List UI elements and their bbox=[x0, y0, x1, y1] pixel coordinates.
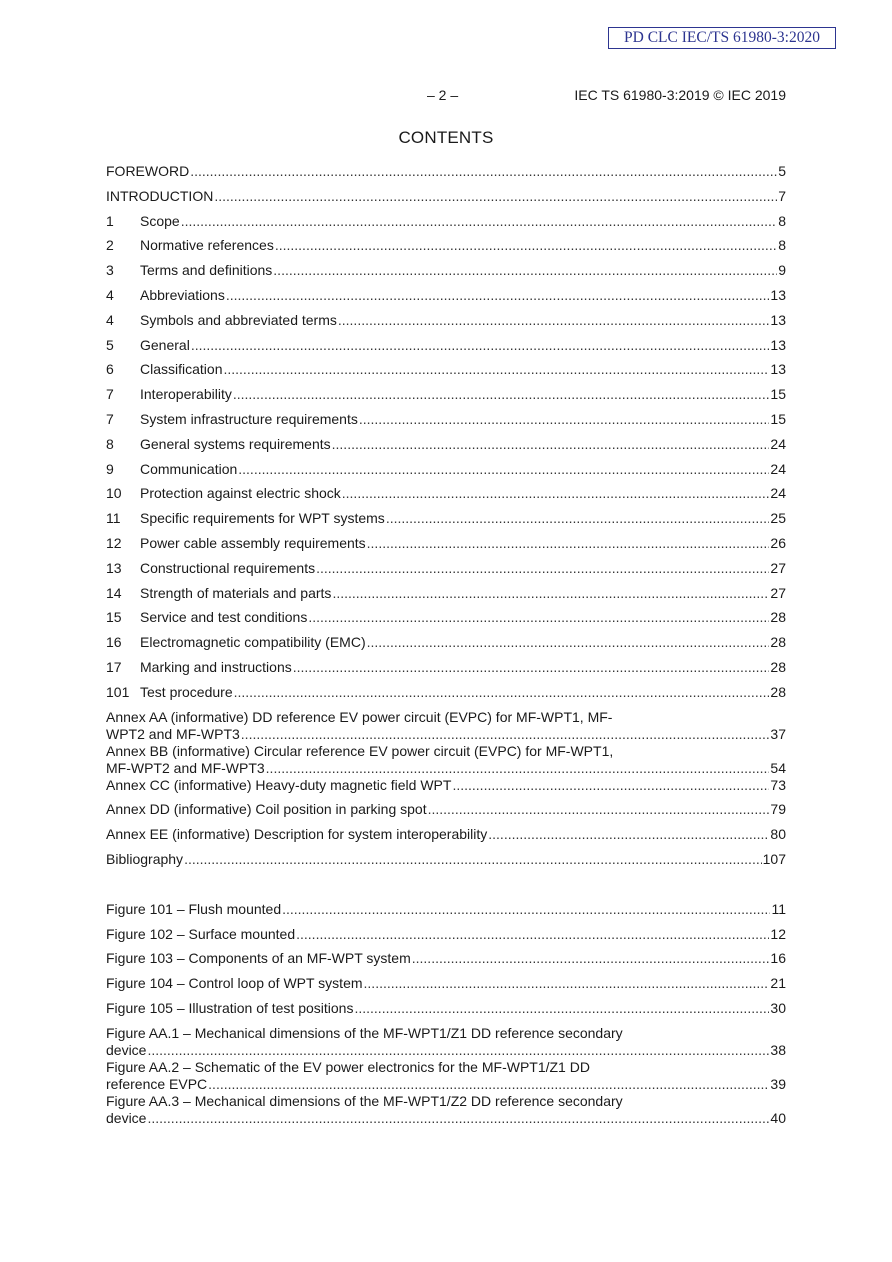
toc-number: 8 bbox=[106, 435, 114, 452]
toc-title: General bbox=[140, 336, 190, 353]
toc-line bbox=[106, 213, 786, 230]
toc-number: 4 bbox=[106, 311, 114, 328]
toc-title: Annex EE (informative) Description for system interoperability bbox=[106, 826, 488, 843]
dot-leader bbox=[234, 683, 770, 701]
dot-leader bbox=[386, 509, 770, 527]
toc-line bbox=[106, 826, 786, 843]
figure-line bbox=[106, 950, 786, 967]
toc-page-number: 107 bbox=[762, 850, 786, 867]
dot-leader bbox=[191, 336, 770, 354]
toc-line bbox=[106, 361, 786, 378]
dot-leader bbox=[342, 484, 770, 502]
toc-entry[interactable] bbox=[106, 585, 786, 610]
dot-leader bbox=[332, 435, 770, 453]
toc-page-number: 37 bbox=[770, 725, 786, 742]
figure-entry[interactable] bbox=[106, 926, 786, 951]
toc-line bbox=[106, 585, 786, 602]
dot-leader bbox=[359, 410, 770, 428]
toc-line bbox=[106, 609, 786, 626]
toc-title: FOREWORD bbox=[106, 163, 190, 179]
figure-title: device bbox=[106, 1109, 147, 1126]
dot-leader bbox=[316, 559, 769, 577]
toc-entry[interactable] bbox=[106, 361, 786, 386]
toc-entry[interactable] bbox=[106, 312, 786, 337]
figure-entry[interactable] bbox=[106, 1059, 786, 1093]
figure-entry[interactable] bbox=[106, 975, 786, 1000]
toc-entry[interactable] bbox=[106, 609, 786, 634]
dot-leader bbox=[367, 633, 770, 651]
toc-page-number: 28 bbox=[770, 634, 786, 651]
toc-title: Protection against electric shock bbox=[140, 485, 341, 502]
toc-page-number: 28 bbox=[770, 609, 786, 626]
toc-title: Abbreviations bbox=[140, 286, 225, 303]
figure-page-number: 16 bbox=[770, 950, 786, 967]
toc-page-number: 13 bbox=[770, 336, 786, 353]
dot-leader bbox=[184, 850, 762, 868]
toc-title: Strength of materials and parts bbox=[140, 584, 332, 601]
toc-page-number: 5 bbox=[778, 163, 786, 179]
dot-leader bbox=[282, 900, 770, 918]
toc-title: Symbols and abbreviated terms bbox=[140, 311, 337, 328]
toc-entry[interactable] bbox=[106, 337, 786, 362]
figure-page-number: 12 bbox=[770, 925, 786, 942]
toc-page-number: 13 bbox=[770, 286, 786, 303]
figure-line bbox=[106, 901, 786, 918]
toc-number: 9 bbox=[106, 460, 114, 477]
dot-leader bbox=[332, 584, 769, 602]
toc-line bbox=[106, 760, 786, 777]
toc-number: 101 bbox=[106, 683, 130, 700]
toc-title: General systems requirements bbox=[140, 435, 331, 452]
dot-leader bbox=[412, 949, 770, 967]
toc-line bbox=[106, 560, 786, 577]
dot-leader bbox=[367, 534, 770, 552]
dot-leader bbox=[147, 1041, 769, 1059]
toc-page-number: 25 bbox=[770, 510, 786, 527]
figure-title: reference EVPC bbox=[106, 1075, 208, 1092]
figure-title-line1: Figure AA.1 – Mechanical dimensions of the MF-WPT1/Z1 DD reference secondary bbox=[106, 1024, 623, 1041]
toc-page-number: 15 bbox=[770, 386, 786, 403]
dot-leader bbox=[293, 658, 770, 676]
toc-line bbox=[106, 510, 786, 527]
toc-title: INTRODUCTION bbox=[106, 187, 214, 204]
toc-line bbox=[106, 684, 786, 701]
toc-page-number: 7 bbox=[778, 187, 786, 204]
toc-page-number: 27 bbox=[770, 584, 786, 601]
figure-title: Figure 103 – Components of an MF-WPT system bbox=[106, 950, 411, 967]
toc-line bbox=[106, 436, 786, 453]
toc-entry[interactable] bbox=[106, 461, 786, 486]
figure-page-number: 38 bbox=[770, 1041, 786, 1058]
dot-leader bbox=[181, 212, 778, 230]
dot-leader bbox=[428, 800, 770, 818]
figure-page-number: 11 bbox=[771, 900, 786, 917]
toc-title: Normative references bbox=[140, 237, 274, 254]
toc-number: 7 bbox=[106, 410, 114, 427]
figure-title: Figure 102 – Surface mounted bbox=[106, 925, 296, 942]
toc-entry[interactable] bbox=[106, 826, 786, 851]
dot-leader bbox=[266, 759, 770, 777]
document-reference: IEC TS 61980-3:2019 © IEC 2019 bbox=[574, 87, 786, 103]
dot-leader bbox=[214, 187, 777, 205]
toc-entry[interactable] bbox=[106, 163, 786, 188]
figure-entry[interactable] bbox=[106, 950, 786, 975]
dot-leader bbox=[338, 311, 770, 329]
toc-title: Classification bbox=[140, 361, 223, 378]
toc-page-number: 15 bbox=[770, 410, 786, 427]
toc-number: 12 bbox=[106, 534, 122, 551]
toc-line bbox=[106, 188, 786, 205]
toc-entry[interactable] bbox=[106, 777, 786, 802]
page-title: CONTENTS bbox=[398, 128, 494, 147]
toc-line bbox=[106, 337, 786, 354]
toc-line bbox=[106, 535, 786, 552]
toc-line bbox=[106, 801, 786, 818]
toc-page-number: 27 bbox=[770, 559, 786, 576]
toc-title: Bibliography bbox=[106, 850, 184, 867]
dot-leader bbox=[275, 236, 777, 254]
figure-title-line1: Figure AA.3 – Mechanical dimensions of the MF-WPT1/Z2 DD reference secondary bbox=[106, 1092, 623, 1109]
toc-line bbox=[106, 659, 786, 676]
toc-entry[interactable] bbox=[106, 262, 786, 287]
toc-page-number: 13 bbox=[770, 361, 786, 378]
dot-leader bbox=[223, 360, 769, 378]
toc-entry[interactable] bbox=[106, 851, 786, 876]
toc-title: Communication bbox=[140, 460, 238, 477]
dot-leader bbox=[190, 162, 777, 180]
dot-leader bbox=[238, 460, 769, 478]
toc-title-line1: Annex BB (informative) Circular reference EV power circuit (EVPC) for MF-WPT1, bbox=[106, 742, 614, 759]
dot-leader bbox=[364, 974, 770, 992]
figure-line bbox=[106, 1110, 786, 1127]
dot-leader bbox=[241, 725, 770, 743]
toc-line bbox=[106, 851, 786, 868]
dot-leader bbox=[233, 385, 770, 403]
toc-number: 4 bbox=[106, 286, 114, 303]
dot-leader bbox=[226, 286, 770, 304]
toc-entry[interactable] bbox=[106, 634, 786, 659]
toc-line bbox=[106, 485, 786, 502]
toc-page-number: 24 bbox=[770, 460, 786, 477]
figure-title: Figure 105 – Illustration of test positions bbox=[106, 999, 354, 1016]
toc-entry[interactable] bbox=[106, 485, 786, 510]
toc-page-number: 28 bbox=[770, 658, 786, 675]
toc-entry[interactable] bbox=[106, 436, 786, 461]
toc-number: 3 bbox=[106, 262, 114, 279]
toc-entry[interactable] bbox=[106, 709, 786, 743]
toc-line bbox=[106, 312, 786, 329]
dot-leader bbox=[308, 608, 769, 626]
toc-line bbox=[106, 386, 786, 403]
figure-title: Figure 104 – Control loop of WPT system bbox=[106, 975, 363, 992]
toc-line bbox=[106, 634, 786, 651]
toc-entry[interactable] bbox=[106, 213, 786, 238]
dot-leader bbox=[354, 999, 769, 1017]
toc-title: MF-WPT2 and MF-WPT3 bbox=[106, 759, 265, 776]
toc-title: System infrastructure requirements bbox=[140, 410, 358, 427]
toc-number: 10 bbox=[106, 485, 122, 502]
figure-entry[interactable] bbox=[106, 1025, 786, 1059]
figure-page-number: 39 bbox=[770, 1075, 786, 1092]
toc-page-number: 79 bbox=[770, 801, 786, 818]
toc-entry[interactable] bbox=[106, 801, 786, 826]
figure-entry[interactable] bbox=[106, 1093, 786, 1127]
figure-line bbox=[106, 975, 786, 992]
toc-title-line1: Annex AA (informative) DD reference EV power circuit (EVPC) for MF-WPT1, MF- bbox=[106, 708, 613, 725]
figure-page-number: 40 bbox=[770, 1109, 786, 1126]
figure-line bbox=[106, 1076, 786, 1093]
figure-title: device bbox=[106, 1041, 147, 1058]
toc-number: 16 bbox=[106, 634, 122, 651]
toc-title: Annex DD (informative) Coil position in parking spot bbox=[106, 801, 427, 818]
toc-entry[interactable] bbox=[106, 535, 786, 560]
figure-title-line1: Figure AA.2 – Schematic of the EV power electronics for the MF-WPT1/Z1 DD bbox=[106, 1058, 590, 1075]
dot-leader bbox=[147, 1109, 769, 1127]
toc-title: Interoperability bbox=[140, 386, 232, 403]
toc-number: 7 bbox=[106, 386, 114, 403]
figure-line bbox=[106, 1000, 786, 1017]
toc-entry[interactable] bbox=[106, 386, 786, 411]
toc-number: 5 bbox=[106, 336, 114, 353]
dot-leader bbox=[296, 925, 769, 943]
toc-title: Specific requirements for WPT systems bbox=[140, 510, 385, 527]
toc-number: 14 bbox=[106, 584, 122, 601]
document-stamp: PD CLC IEC/TS 61980-3:2020 bbox=[608, 27, 836, 49]
toc-number: 17 bbox=[106, 658, 122, 675]
toc-page-number: 8 bbox=[778, 237, 786, 254]
toc-line bbox=[106, 262, 786, 279]
dot-leader bbox=[273, 261, 777, 279]
toc-title: Terms and definitions bbox=[140, 262, 273, 279]
toc-entry[interactable] bbox=[106, 560, 786, 585]
toc-number: 13 bbox=[106, 559, 122, 576]
toc-number: 1 bbox=[106, 212, 114, 229]
toc-page-number: 28 bbox=[770, 683, 786, 700]
figure-line bbox=[106, 926, 786, 943]
toc-title: Test procedure bbox=[140, 683, 233, 700]
toc-number: 2 bbox=[106, 237, 114, 254]
toc-title: Constructional requirements bbox=[140, 559, 316, 576]
toc-line bbox=[106, 163, 786, 180]
figure-title: Figure 101 – Flush mounted bbox=[106, 900, 282, 917]
figure-entry[interactable] bbox=[106, 901, 786, 926]
dot-leader bbox=[208, 1075, 769, 1093]
toc-line bbox=[106, 726, 786, 743]
toc-title: WPT2 and MF-WPT3 bbox=[106, 725, 240, 742]
toc-entry[interactable] bbox=[106, 287, 786, 312]
toc-number: 6 bbox=[106, 361, 114, 378]
page-number: – 2 – bbox=[427, 87, 459, 103]
toc-page-number: 54 bbox=[770, 759, 786, 776]
toc-page-number: 73 bbox=[770, 776, 786, 793]
toc-line bbox=[106, 287, 786, 304]
toc-line bbox=[106, 237, 786, 254]
dot-leader bbox=[488, 825, 769, 843]
toc-entry[interactable] bbox=[106, 237, 786, 262]
figure-page-number: 30 bbox=[770, 999, 786, 1016]
toc-title: Service and test conditions bbox=[140, 609, 308, 626]
toc-title: Annex CC (informative) Heavy-duty magnetic field WPT bbox=[106, 776, 452, 793]
toc-line bbox=[106, 461, 786, 478]
toc-number: 11 bbox=[106, 510, 121, 527]
toc-entry[interactable] bbox=[106, 659, 786, 684]
toc-entry[interactable] bbox=[106, 188, 786, 213]
toc-page-number: 26 bbox=[770, 534, 786, 551]
toc-title: Electromagnetic compatibility (EMC) bbox=[140, 634, 366, 651]
toc-number: 15 bbox=[106, 609, 122, 626]
toc-page-number: 80 bbox=[770, 826, 786, 843]
toc-line bbox=[106, 411, 786, 428]
toc-entry[interactable] bbox=[106, 510, 786, 535]
toc-title: Scope bbox=[140, 212, 180, 229]
table-of-contents bbox=[106, 163, 786, 1127]
toc-page-number: 24 bbox=[770, 435, 786, 452]
toc-page-number: 9 bbox=[778, 262, 786, 279]
toc-entry[interactable] bbox=[106, 743, 786, 777]
toc-title: Power cable assembly requirements bbox=[140, 534, 366, 551]
toc-entry[interactable] bbox=[106, 684, 786, 709]
figure-page-number: 21 bbox=[770, 975, 786, 992]
toc-entry[interactable] bbox=[106, 411, 786, 436]
figure-entry[interactable] bbox=[106, 1000, 786, 1025]
figure-line bbox=[106, 1042, 786, 1059]
toc-page-number: 13 bbox=[770, 311, 786, 328]
dot-leader bbox=[452, 776, 769, 794]
toc-page-number: 8 bbox=[778, 212, 786, 229]
toc-line bbox=[106, 777, 786, 794]
toc-title: Marking and instructions bbox=[140, 658, 292, 675]
toc-page-number: 24 bbox=[770, 485, 786, 502]
